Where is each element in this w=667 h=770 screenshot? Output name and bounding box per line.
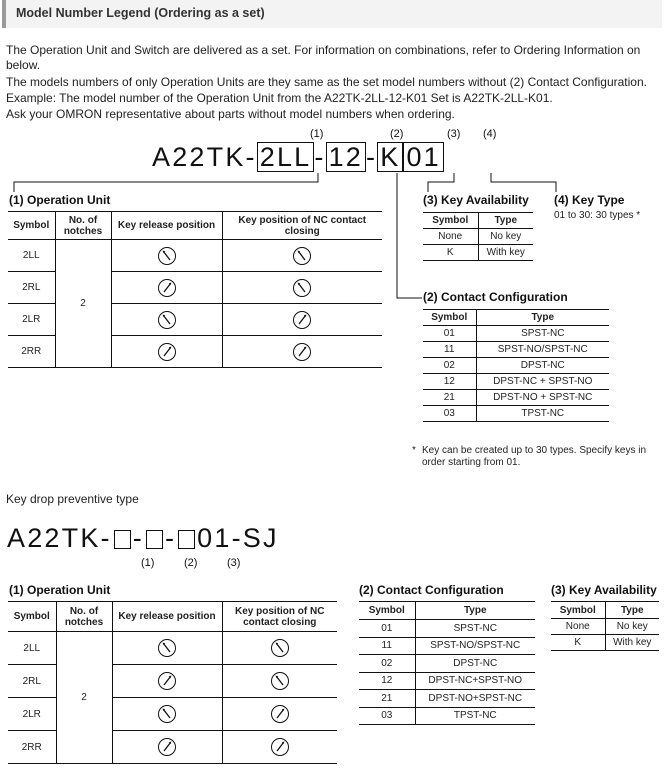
model-part-4: 01 — [403, 142, 443, 172]
column-header: Type — [476, 310, 609, 326]
key-release-cell — [111, 336, 222, 368]
type-cell: DPST-NC — [415, 655, 535, 673]
key-dial-icon — [157, 310, 177, 330]
drop-key-availability-title: (3) Key Availability — [551, 583, 657, 597]
notches-cell: 2 — [56, 632, 112, 764]
table-row — [551, 619, 659, 635]
table-row — [359, 690, 535, 708]
column-header: Key release position — [112, 602, 222, 632]
model-part-3: K — [377, 142, 403, 172]
key-type-text: 01 to 30: 30 types * — [554, 210, 641, 221]
model-part-1: 2LL — [257, 142, 315, 172]
nc-position-cell — [222, 698, 337, 731]
type-cell: With key — [478, 245, 533, 261]
symbol-cell: 12 — [423, 374, 476, 390]
table-row — [359, 707, 535, 725]
operation-unit-title: (1) Operation Unit — [9, 193, 111, 207]
type-cell: No key — [478, 229, 533, 245]
part-number-label: (3) — [227, 557, 241, 569]
symbol-cell: 03 — [423, 406, 476, 422]
symbol-cell: 21 — [359, 690, 415, 708]
key-dial-icon — [292, 342, 312, 362]
placeholder-box — [178, 530, 195, 549]
symbol-cell: 12 — [359, 672, 415, 690]
type-cell: SPST-NC — [476, 326, 609, 342]
nc-position-cell — [222, 272, 382, 304]
model-dash: - — [164, 523, 177, 553]
table-row — [551, 635, 659, 651]
symbol-cell: 2RR — [8, 336, 55, 368]
table-row — [423, 374, 609, 390]
column-header: Type — [605, 602, 659, 619]
symbol-cell: 2RL — [8, 272, 55, 304]
model-suffix: 01-SJ — [197, 523, 279, 553]
table-row — [8, 240, 382, 272]
intro-line: The models numbers of only Operation Units are they same as the set model numbers without (2) Contact Configuration. — [6, 75, 647, 89]
part-number-label: (3) — [447, 128, 461, 140]
table-row — [423, 358, 609, 374]
column-header: No. of notches — [55, 212, 111, 240]
nc-position-cell — [222, 632, 337, 665]
type-cell: DPST-NO+SPST-NC — [415, 690, 535, 708]
column-header: Symbol — [551, 602, 605, 619]
column-header: Key release position — [111, 212, 222, 240]
footnote-line: Key can be created up to 30 types. Specify keys in — [422, 445, 647, 456]
key-type-title: (4) Key Type — [554, 193, 625, 207]
intro-line: The Operation Unit and Switch are delivered as a set. For information on combinations, refer to Ordering Information on — [6, 43, 641, 57]
key-dial-icon — [157, 671, 177, 691]
key-dial-icon — [270, 737, 290, 757]
table-row — [423, 342, 609, 358]
drop-section-title: Key drop preventive type — [6, 492, 139, 506]
table-row — [423, 245, 533, 261]
type-cell: TPST-NC — [476, 406, 609, 422]
part-number-label: (2) — [184, 557, 198, 569]
symbol-cell: 2LL — [8, 632, 56, 665]
part-number-label: (2) — [390, 128, 404, 140]
symbol-cell: 02 — [359, 655, 415, 673]
placeholder-box — [114, 530, 131, 549]
key-release-cell — [111, 240, 222, 272]
symbol-cell: K — [551, 635, 605, 651]
nc-position-cell — [222, 665, 337, 698]
column-header: Symbol — [359, 602, 415, 620]
nc-position-cell — [222, 731, 337, 764]
intro-line: below. — [6, 58, 41, 72]
column-header: No. of notches — [56, 602, 112, 632]
model-part-2: 12 — [326, 142, 366, 172]
column-header: Symbol — [8, 602, 56, 632]
column-header: Symbol — [8, 212, 55, 240]
part-number-label: (1) — [310, 128, 324, 140]
type-cell: DPST-NC — [476, 358, 609, 374]
drop-contact-config-table — [359, 601, 535, 725]
section-header — [2, 0, 662, 28]
key-release-cell — [111, 272, 222, 304]
model-dash: - — [366, 142, 378, 172]
contact-config-title: (2) Contact Configuration — [423, 290, 568, 304]
symbol-cell: 2LR — [8, 304, 55, 336]
intro-line: Ask your OMRON representative about parts without model numbers when ordering. — [6, 107, 455, 121]
notches-cell: 2 — [55, 240, 111, 368]
key-dial-icon — [157, 246, 177, 266]
key-dial-icon — [292, 278, 312, 298]
table-row — [359, 672, 535, 690]
symbol-cell: 21 — [423, 390, 476, 406]
column-header: Symbol — [423, 310, 476, 326]
symbol-cell: 01 — [423, 326, 476, 342]
key-release-cell — [112, 632, 222, 665]
column-header: Type — [478, 213, 533, 229]
table-row — [359, 655, 535, 673]
key-dial-icon — [157, 704, 177, 724]
key-dial-icon — [157, 737, 177, 757]
model-prefix: A22TK- — [7, 523, 112, 553]
model-prefix: A22TK- — [152, 142, 257, 172]
symbol-cell: None — [551, 619, 605, 635]
symbol-cell: 11 — [359, 637, 415, 655]
section-title: Model Number Legend (Ordering as a set) — [16, 6, 265, 20]
drop-key-availability-table — [551, 601, 659, 651]
key-dial-icon — [157, 638, 177, 658]
model-dash: - — [314, 142, 326, 172]
key-release-cell — [112, 665, 222, 698]
drop-operation-unit-title: (1) Operation Unit — [9, 583, 111, 597]
part-number-label: (4) — [483, 128, 497, 140]
type-cell: SPST-NO/SPST-NC — [476, 342, 609, 358]
symbol-cell: None — [423, 229, 478, 245]
table-row — [423, 229, 533, 245]
key-availability-title: (3) Key Availability — [423, 193, 529, 207]
placeholder-box — [146, 530, 163, 549]
footnote-star: * — [412, 445, 416, 456]
nc-position-cell — [222, 336, 382, 368]
key-availability-table — [423, 212, 533, 261]
nc-position-cell — [222, 304, 382, 336]
table-row — [359, 637, 535, 655]
type-cell: With key — [605, 635, 659, 651]
intro-line: Example: The model number of the Operation Unit from the A22TK-2LL-12-K01 Set is A22TK-2LL-K01. — [6, 91, 553, 105]
nc-position-cell — [222, 240, 382, 272]
key-dial-icon — [292, 246, 312, 266]
symbol-cell: 2LL — [8, 240, 55, 272]
drop-operation-unit-table — [8, 601, 337, 764]
table-row — [359, 620, 535, 638]
operation-unit-table — [8, 211, 382, 368]
type-cell: TPST-NC — [415, 707, 535, 725]
key-dial-icon — [157, 342, 177, 362]
symbol-cell: 2LR — [8, 698, 56, 731]
column-header: Key position of NC contact closing — [222, 212, 382, 240]
drop-contact-config-title: (2) Contact Configuration — [359, 583, 504, 597]
contact-config-table — [423, 309, 609, 422]
key-dial-icon — [270, 671, 290, 691]
column-header: Symbol — [423, 213, 478, 229]
symbol-cell: 01 — [359, 620, 415, 638]
key-release-cell — [112, 731, 222, 764]
part-number-label: (1) — [141, 557, 155, 569]
type-cell: DPST-NC+SPST-NO — [415, 672, 535, 690]
model-number — [152, 142, 444, 173]
key-dial-icon — [270, 704, 290, 724]
model-dash: - — [132, 523, 144, 553]
table-row — [423, 390, 609, 406]
type-cell: SPST-NC — [415, 620, 535, 638]
key-release-cell — [112, 698, 222, 731]
symbol-cell: 03 — [359, 707, 415, 725]
type-cell: DPST-NC + SPST-NO — [476, 374, 609, 390]
column-header: Type — [415, 602, 535, 620]
drop-model-number — [7, 523, 279, 554]
table-row — [423, 406, 609, 422]
symbol-cell: 2RL — [8, 665, 56, 698]
symbol-cell: K — [423, 245, 478, 261]
table-row — [8, 632, 337, 665]
footnote-line: order starting from 01. — [422, 457, 521, 468]
symbol-cell: 02 — [423, 358, 476, 374]
key-release-cell — [111, 304, 222, 336]
type-cell: SPST-NO/SPST-NC — [415, 637, 535, 655]
type-cell: DPST-NO + SPST-NC — [476, 390, 609, 406]
symbol-cell: 2RR — [8, 731, 56, 764]
table-row — [423, 326, 609, 342]
key-dial-icon — [292, 310, 312, 330]
key-dial-icon — [270, 638, 290, 658]
column-header: Key position of NC contact closing — [222, 602, 337, 632]
symbol-cell: 11 — [423, 342, 476, 358]
key-dial-icon — [157, 278, 177, 298]
type-cell: No key — [605, 619, 659, 635]
